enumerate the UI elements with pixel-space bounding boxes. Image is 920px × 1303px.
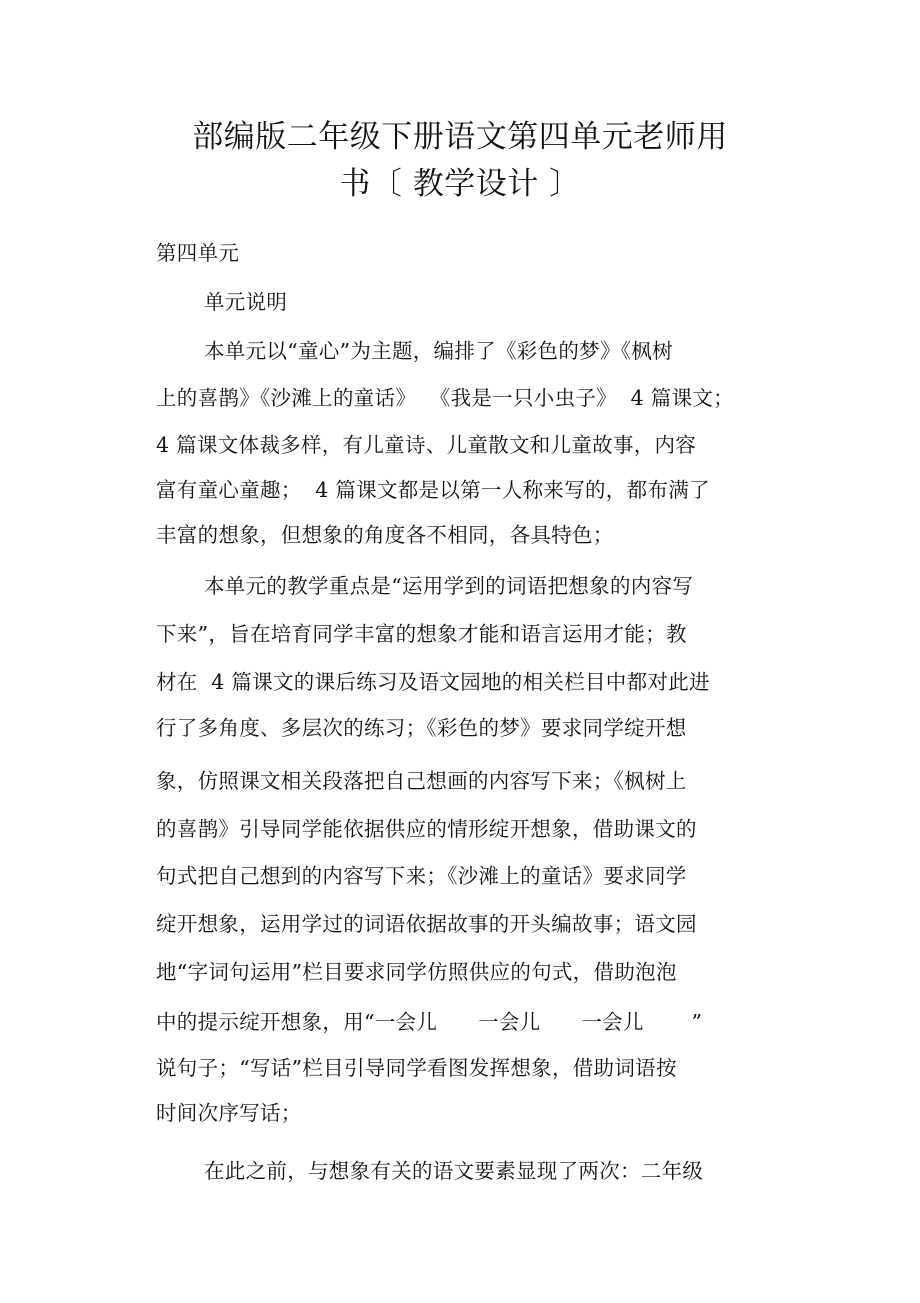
paragraph1-line: 丰富的想象，但想象的角度各不相同，各具特色； bbox=[156, 523, 614, 547]
paragraph2-line: 材在 4 篇课文的课后练习及语文园地的相关栏目中都对此进 bbox=[156, 670, 710, 694]
paragraph2-line: 绽开想象，运用学过的词语依据故事的开头编故事；语文园 bbox=[156, 912, 697, 936]
paragraph1-line: 4 篇课文体裁多样，有儿童诗、儿童散文和儿童故事，内容 bbox=[156, 433, 697, 457]
unit-heading: 第四单元 bbox=[156, 241, 240, 265]
paragraph2-line: 象，仿照课文相关段落把自己想画的内容写下来；《枫树上 bbox=[156, 769, 687, 793]
paragraph3-line: 在此之前，与想象有关的语文要素显现了两次：二年级 bbox=[204, 1159, 704, 1183]
paragraph1-line: 富有童心童趣； 4 篇课文都是以第一人称来写的，都布满了 bbox=[156, 478, 710, 502]
paragraph2-line: 行了多角度、多层次的练习；《彩色的梦》要求同学绽开想 bbox=[156, 716, 687, 740]
paragraph2-line: 中的提示绽开想象，用“一会儿 一会儿 一会儿 ” bbox=[156, 1010, 703, 1034]
paragraph2-line: 本单元的教学重点是“运用学到的词语把想象的内容写 bbox=[204, 574, 694, 598]
document-title-line-2: 书〔 教学设计 〕 bbox=[339, 166, 581, 202]
paragraph1-line: 本单元以“童心”为主题，编排了《彩色的梦》《枫树 bbox=[204, 339, 673, 363]
paragraph2-line: 的喜鹊》引导同学能依据供应的情形绽开想象，借助课文的 bbox=[156, 817, 697, 841]
section-heading: 单元说明 bbox=[204, 290, 288, 314]
paragraph2-line: 说句子；“写话”栏目引导同学看图发挥想象，借助词语按 bbox=[156, 1056, 677, 1080]
paragraph2-line: 句式把自己想到的内容写下来；《沙滩上的童话》要求同学 bbox=[156, 864, 687, 888]
document-title-line-1: 部编版二年级下册语文第四单元老师用 bbox=[192, 119, 728, 155]
paragraph2-line: 下来”，旨在培育同学丰富的想象才能和语言运用才能；教 bbox=[156, 622, 687, 646]
paragraph1-line: 上的喜鹊》《沙滩上的童话》 《我是一只小虫子》 4 篇课文； bbox=[156, 386, 734, 410]
paragraph2-line: 地“字词句运用”栏目要求同学仿照供应的句式，借助泡泡 bbox=[156, 960, 677, 984]
paragraph2-line: 时间次序写话； bbox=[156, 1101, 302, 1125]
